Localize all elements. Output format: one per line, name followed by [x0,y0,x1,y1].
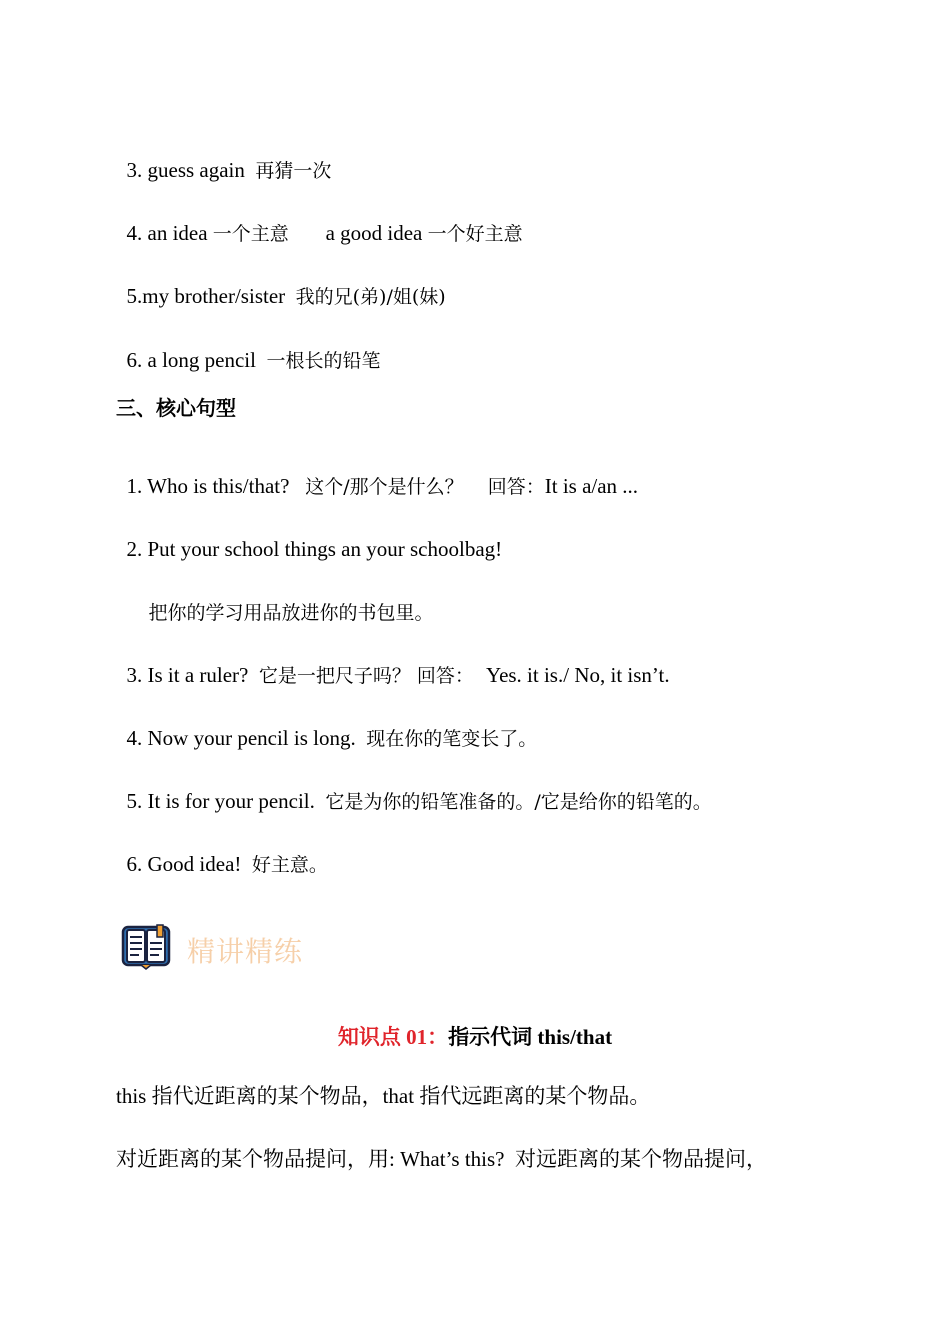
phrase-en: 6. a long pencil [126,348,267,372]
phrase-line-6 [116,329,380,371]
sentence-3 [116,644,670,686]
sentence-en: 6. Good idea! [126,852,252,876]
knowledge-point-label: 知识点 01： [337,1025,449,1049]
sentence-en: 5. It is for your pencil. [126,789,326,813]
sentence-1 [116,455,638,497]
phrase-en: 3. guess again [126,158,256,182]
sentence-en: 1. Who is this/that? [126,474,306,498]
sentence-zh: 它是为你的铅笔准备的。/它是给你的铅笔的。 [325,791,712,813]
phrase-zh: 一个主意 [212,223,289,245]
phrase-line-3 [116,139,331,181]
section-title: 三、核心句型 [116,396,236,420]
body-paragraph-1: this 指代近距离的某个物品，that 指代远距离的某个物品。 [116,1084,651,1108]
knowledge-point-title [0,1021,950,1051]
sentence-4 [116,707,537,749]
sentence-en: 2. Put your school things an your schoolbag! [126,537,503,561]
sentence-zh: 这个/那个是什么？ 回答： [305,476,545,498]
body-paragraph-2: 对近距离的某个物品提问，用: What’s this? 对远距离的某个物品提问， [116,1147,767,1171]
sentence-2 [116,518,502,560]
sentence-zh: 把你的学习用品放进你的书包里。 [148,602,434,624]
sentence-en: 3. Is it a ruler? [126,663,259,687]
sentence-answer: It is a/an ... [544,474,639,498]
section-banner [121,922,303,977]
phrase-zh: 再猜一次 [255,160,332,182]
phrase-line-5 [116,265,446,307]
phrase-en-2: a good idea [288,221,428,245]
sentence-answer: Yes. it is./ No, it isn’t. [486,663,670,687]
sentence-en: 4. Now your pencil is long. [126,726,367,750]
book-icon [121,922,171,977]
sentence-zh: 现在你的笔变长了。 [366,728,538,750]
sentence-5 [116,770,712,812]
phrase-en: 5.my brother/sister [126,284,296,308]
phrase-en: 4. an idea [126,221,213,245]
phrase-zh-2: 一个好主意 [427,223,523,245]
banner-title: 精讲精练 [187,934,304,968]
phrase-line-4 [116,202,523,244]
phrase-zh: 我的兄(弟)/姐(妹) [295,286,446,308]
sentence-6 [116,833,328,875]
sentence-zh: 好主意。 [251,854,328,876]
phrase-zh: 一根长的铅笔 [266,350,381,372]
sentence-zh: 它是一把尺子吗？ 回答： [258,665,486,687]
knowledge-point-heading: 指示代词 this/that [448,1025,613,1049]
sentence-2-translation [138,581,434,623]
